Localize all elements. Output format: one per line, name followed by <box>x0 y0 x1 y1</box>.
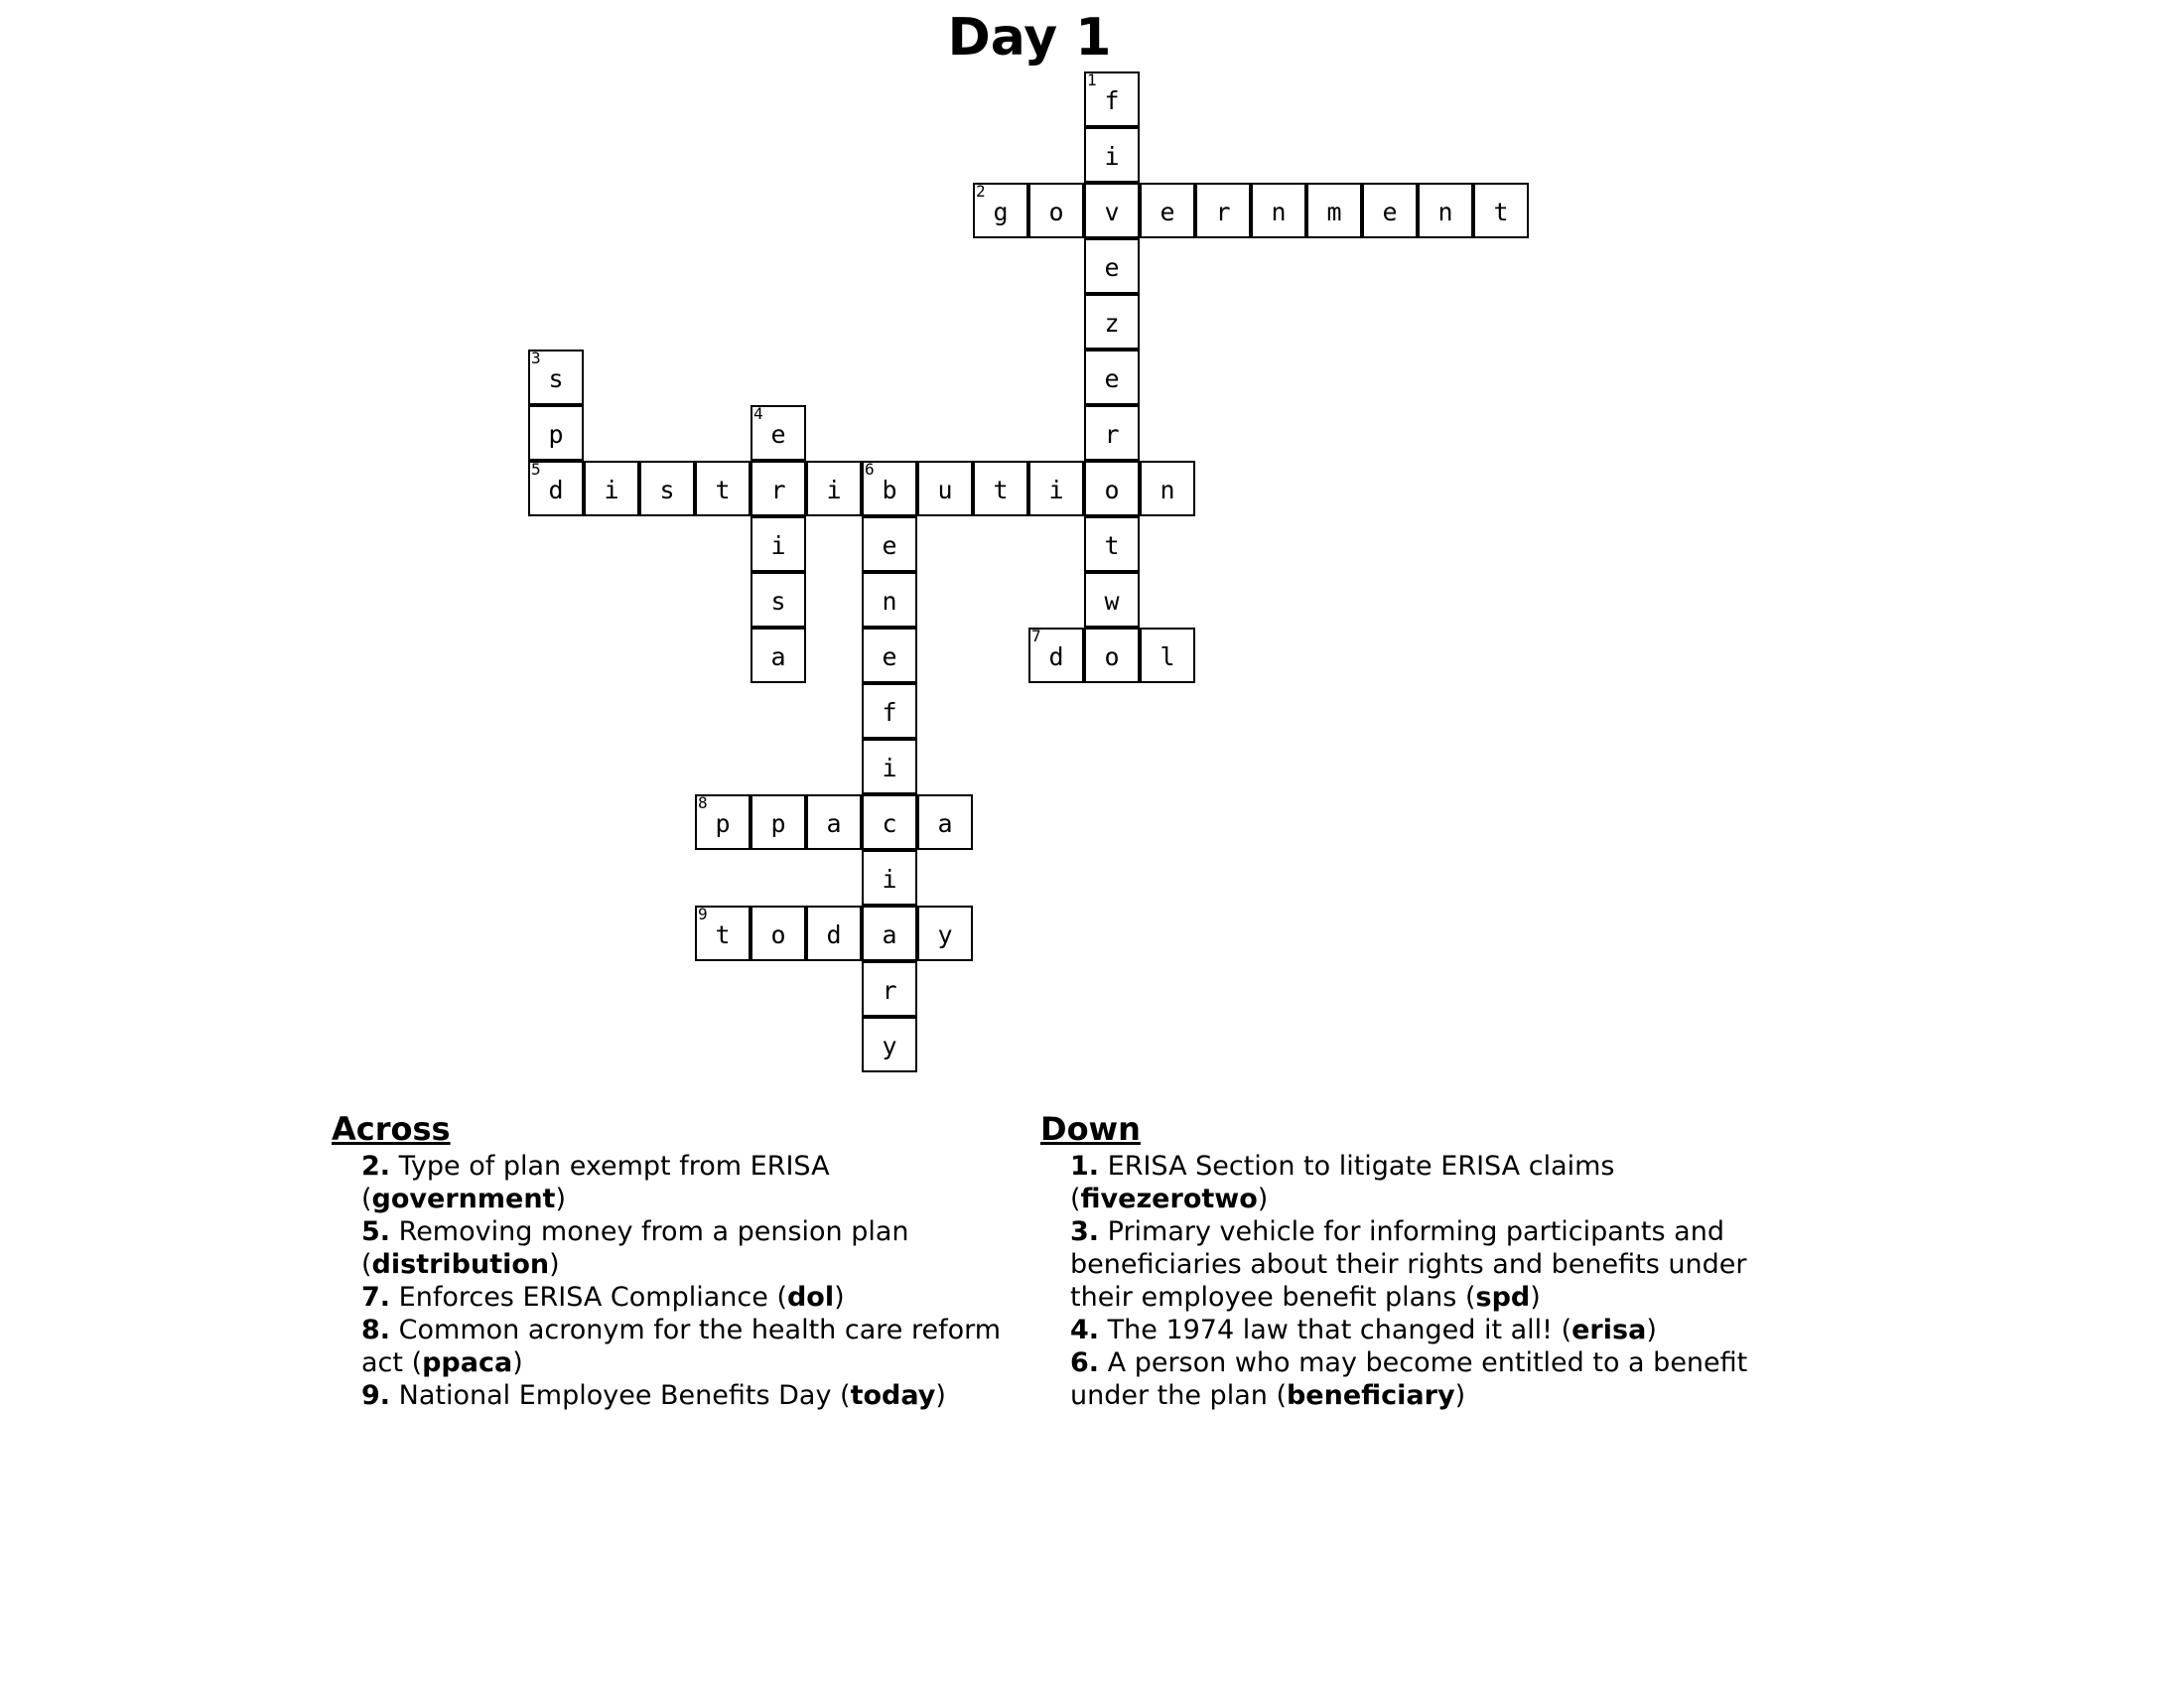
grid-cell[interactable] <box>1473 183 1529 238</box>
grid-cell[interactable] <box>639 461 695 516</box>
grid-cell[interactable] <box>862 794 917 850</box>
clue-answer: beneficiary <box>1286 1380 1455 1411</box>
cell-letter: d <box>1048 642 1064 671</box>
across-clue: 8. Common acronym for the health care reform act (ppaca) <box>361 1315 1002 1378</box>
clue-text: Common acronym for the health care reform act <box>361 1315 1002 1378</box>
cell-letter: s <box>659 476 675 504</box>
grid-cell[interactable] <box>528 405 584 461</box>
grid-cell[interactable] <box>1028 628 1084 683</box>
cell-letter: f <box>882 698 897 727</box>
grid-cell[interactable] <box>806 906 862 961</box>
cell-letter: n <box>1160 476 1175 504</box>
cell-letter: n <box>1271 198 1287 226</box>
grid-cell[interactable] <box>862 628 917 683</box>
cell-letter: e <box>770 420 786 449</box>
clue-answer: fivezerotwo <box>1080 1184 1258 1214</box>
grid-cell[interactable] <box>751 572 806 628</box>
clue-number: 7 <box>1031 627 1041 645</box>
grid-cell[interactable] <box>751 461 806 516</box>
page-title: Day 1 <box>947 8 1112 68</box>
clue-answer: erisa <box>1571 1315 1647 1345</box>
grid-cell[interactable] <box>1084 628 1140 683</box>
cell-letter: t <box>993 476 1009 504</box>
grid-cell[interactable] <box>695 794 751 850</box>
grid-cell[interactable] <box>751 405 806 461</box>
grid-cell[interactable] <box>862 739 917 794</box>
grid-cell[interactable] <box>973 183 1028 238</box>
down-clue: 3. Primary vehicle for informing participants and beneficiaries about their rights and benefits under their employee benefit plans (spd) <box>1070 1216 1747 1313</box>
cell-letter: a <box>882 920 897 949</box>
across-clue-list <box>332 1150 1017 1412</box>
grid-cell[interactable] <box>1140 183 1195 238</box>
cell-letter: i <box>882 865 897 894</box>
clue-number: 2 <box>976 182 986 201</box>
cell-letter: p <box>770 809 786 838</box>
clue-text: The 1974 law that changed it all! <box>1107 1315 1553 1345</box>
cell-letter: e <box>1382 198 1398 226</box>
cell-letter: o <box>1104 476 1120 504</box>
clue-answer: spd <box>1475 1282 1531 1313</box>
cell-letter: r <box>1104 420 1120 449</box>
cell-letter: u <box>937 476 953 504</box>
cell-letter: e <box>1160 198 1175 226</box>
clue-number: 2. <box>361 1151 391 1182</box>
cell-letter: r <box>882 976 897 1005</box>
cell-letter: s <box>548 364 564 393</box>
cell-letter: y <box>882 1032 897 1060</box>
grid-cell[interactable] <box>862 1017 917 1072</box>
grid-cell[interactable] <box>1084 405 1140 461</box>
grid-cell[interactable] <box>806 794 862 850</box>
cell-letter: b <box>882 476 897 504</box>
clue-number: 9 <box>698 905 708 923</box>
grid-cell[interactable] <box>1306 183 1362 238</box>
down-clue-list <box>1040 1150 1755 1412</box>
cell-letter: a <box>937 809 953 838</box>
cell-letter: t <box>1104 531 1120 560</box>
clue-number: 7. <box>361 1282 391 1313</box>
cell-letter: i <box>604 476 619 504</box>
grid-cell[interactable] <box>1362 183 1418 238</box>
clue-number: 1. <box>1070 1151 1100 1182</box>
grid-cell[interactable] <box>1084 461 1140 516</box>
cell-letter: o <box>1104 642 1120 671</box>
grid-cell[interactable] <box>1084 127 1140 183</box>
cell-letter: g <box>993 198 1009 226</box>
clue-number: 4. <box>1070 1315 1100 1345</box>
clue-number: 3 <box>531 349 541 367</box>
grid-cell[interactable] <box>695 906 751 961</box>
clue-text: Primary vehicle for informing participants and beneficiaries about their rights and benefits under their employee benefit plans <box>1070 1216 1747 1313</box>
cell-letter: d <box>548 476 564 504</box>
across-clue: 5. Removing money from a pension plan (distribution) <box>361 1216 909 1280</box>
clue-answer: government <box>371 1184 556 1214</box>
cell-letter: c <box>882 809 897 838</box>
grid-cell[interactable] <box>1195 183 1251 238</box>
grid-cell[interactable] <box>862 850 917 906</box>
clue-number: 6. <box>1070 1347 1100 1378</box>
across-clue: 2. Type of plan exempt from ERISA (government) <box>361 1151 830 1214</box>
cell-letter: z <box>1104 309 1120 338</box>
cell-letter: y <box>937 920 953 949</box>
grid-cell[interactable] <box>1418 183 1473 238</box>
grid-cell[interactable] <box>584 461 639 516</box>
cell-letter: i <box>1104 142 1120 171</box>
grid-cell[interactable] <box>862 906 917 961</box>
grid-cell[interactable] <box>862 961 917 1017</box>
cell-letter: i <box>1048 476 1064 504</box>
grid-cell[interactable] <box>695 461 751 516</box>
down-clues <box>1040 1110 1755 1412</box>
clue-number: 1 <box>1087 70 1097 89</box>
cell-letter: e <box>882 531 897 560</box>
cell-letter: t <box>715 920 731 949</box>
cell-letter: a <box>770 642 786 671</box>
cell-letter: w <box>1104 587 1120 616</box>
cell-letter: r <box>770 476 786 504</box>
cell-letter: r <box>1215 198 1231 226</box>
grid-cell[interactable] <box>917 461 973 516</box>
clue-number: 6 <box>865 460 875 479</box>
clue-number: 5. <box>361 1216 391 1247</box>
clue-number: 4 <box>753 404 763 423</box>
across-clues <box>332 1110 1017 1412</box>
cell-letter: t <box>715 476 731 504</box>
cell-letter: f <box>1104 86 1120 115</box>
grid-cell[interactable] <box>862 683 917 739</box>
grid-cell[interactable] <box>1140 628 1195 683</box>
cell-letter: n <box>1437 198 1453 226</box>
clue-number: 3. <box>1070 1216 1100 1247</box>
down-clue: 6. A person who may become entitled to a benefit under the plan (beneficiary) <box>1070 1347 1748 1411</box>
grid-cell[interactable] <box>751 794 806 850</box>
grid-cell[interactable] <box>528 461 584 516</box>
cell-letter: n <box>882 587 897 616</box>
across-heading: Across <box>332 1110 451 1148</box>
cell-letter: m <box>1326 198 1342 226</box>
down-clue: 1. ERISA Section to litigate ERISA claims (fivezerotwo) <box>1070 1151 1615 1214</box>
cell-letter: i <box>770 531 786 560</box>
clue-answer: distribution <box>371 1249 550 1280</box>
clue-number: 5 <box>531 460 541 479</box>
clue-number: 8. <box>361 1315 391 1345</box>
clue-answer: today <box>850 1380 936 1411</box>
cell-letter: p <box>548 420 564 449</box>
cell-letter: e <box>1104 364 1120 393</box>
grid-cell[interactable] <box>751 628 806 683</box>
clue-text: National Employee Benefits Day <box>398 1380 832 1411</box>
grid-cell[interactable] <box>917 906 973 961</box>
clue-answer: ppaca <box>422 1347 513 1378</box>
grid-cell[interactable] <box>1028 183 1084 238</box>
grid-cell[interactable] <box>1084 294 1140 350</box>
cell-letter: d <box>826 920 842 949</box>
cell-letter: l <box>1160 642 1175 671</box>
cell-letter: t <box>1493 198 1509 226</box>
grid-cell[interactable] <box>862 516 917 572</box>
grid-cell[interactable] <box>1084 516 1140 572</box>
grid-cell[interactable] <box>1084 238 1140 294</box>
grid-cell[interactable] <box>1084 350 1140 405</box>
grid-cell[interactable] <box>1084 71 1140 127</box>
cell-letter: i <box>826 476 842 504</box>
across-clue: 9. National Employee Benefits Day (today) <box>361 1380 946 1411</box>
grid-cell[interactable] <box>862 572 917 628</box>
grid-cell[interactable] <box>1028 461 1084 516</box>
grid-cell[interactable] <box>973 461 1028 516</box>
cell-letter: o <box>1048 198 1064 226</box>
grid-cell[interactable] <box>862 461 917 516</box>
clue-text: A person who may become entitled to a benefit under the plan <box>1070 1347 1748 1411</box>
grid-cell[interactable] <box>1084 183 1140 238</box>
clue-number: 9. <box>361 1380 391 1411</box>
grid-cell[interactable] <box>806 461 862 516</box>
cell-letter: p <box>715 809 731 838</box>
down-clue: 4. The 1974 law that changed it all! (erisa) <box>1070 1315 1657 1345</box>
grid-cell[interactable] <box>1084 572 1140 628</box>
clue-text: Type of plan exempt from ERISA <box>398 1151 830 1182</box>
cell-letter: i <box>882 754 897 782</box>
clue-answer: dol <box>786 1282 835 1313</box>
grid-cell[interactable] <box>1140 461 1195 516</box>
cell-letter: a <box>826 809 842 838</box>
grid-cell[interactable] <box>917 794 973 850</box>
clue-text: Enforces ERISA Compliance <box>398 1282 768 1313</box>
cell-letter: o <box>770 920 786 949</box>
clue-number: 8 <box>698 793 708 812</box>
across-clue: 7. Enforces ERISA Compliance (dol) <box>361 1282 845 1313</box>
cell-letter: e <box>882 642 897 671</box>
cell-letter: e <box>1104 253 1120 282</box>
cell-letter: s <box>770 587 786 616</box>
grid-cell[interactable] <box>1251 183 1306 238</box>
grid-cell[interactable] <box>751 906 806 961</box>
grid-cell[interactable] <box>751 516 806 572</box>
clue-text: ERISA Section to litigate ERISA claims <box>1107 1151 1615 1182</box>
clue-text: Removing money from a pension plan <box>398 1216 909 1247</box>
down-heading: Down <box>1040 1110 1141 1148</box>
grid-cell[interactable] <box>528 350 584 405</box>
cell-letter: v <box>1104 198 1120 226</box>
